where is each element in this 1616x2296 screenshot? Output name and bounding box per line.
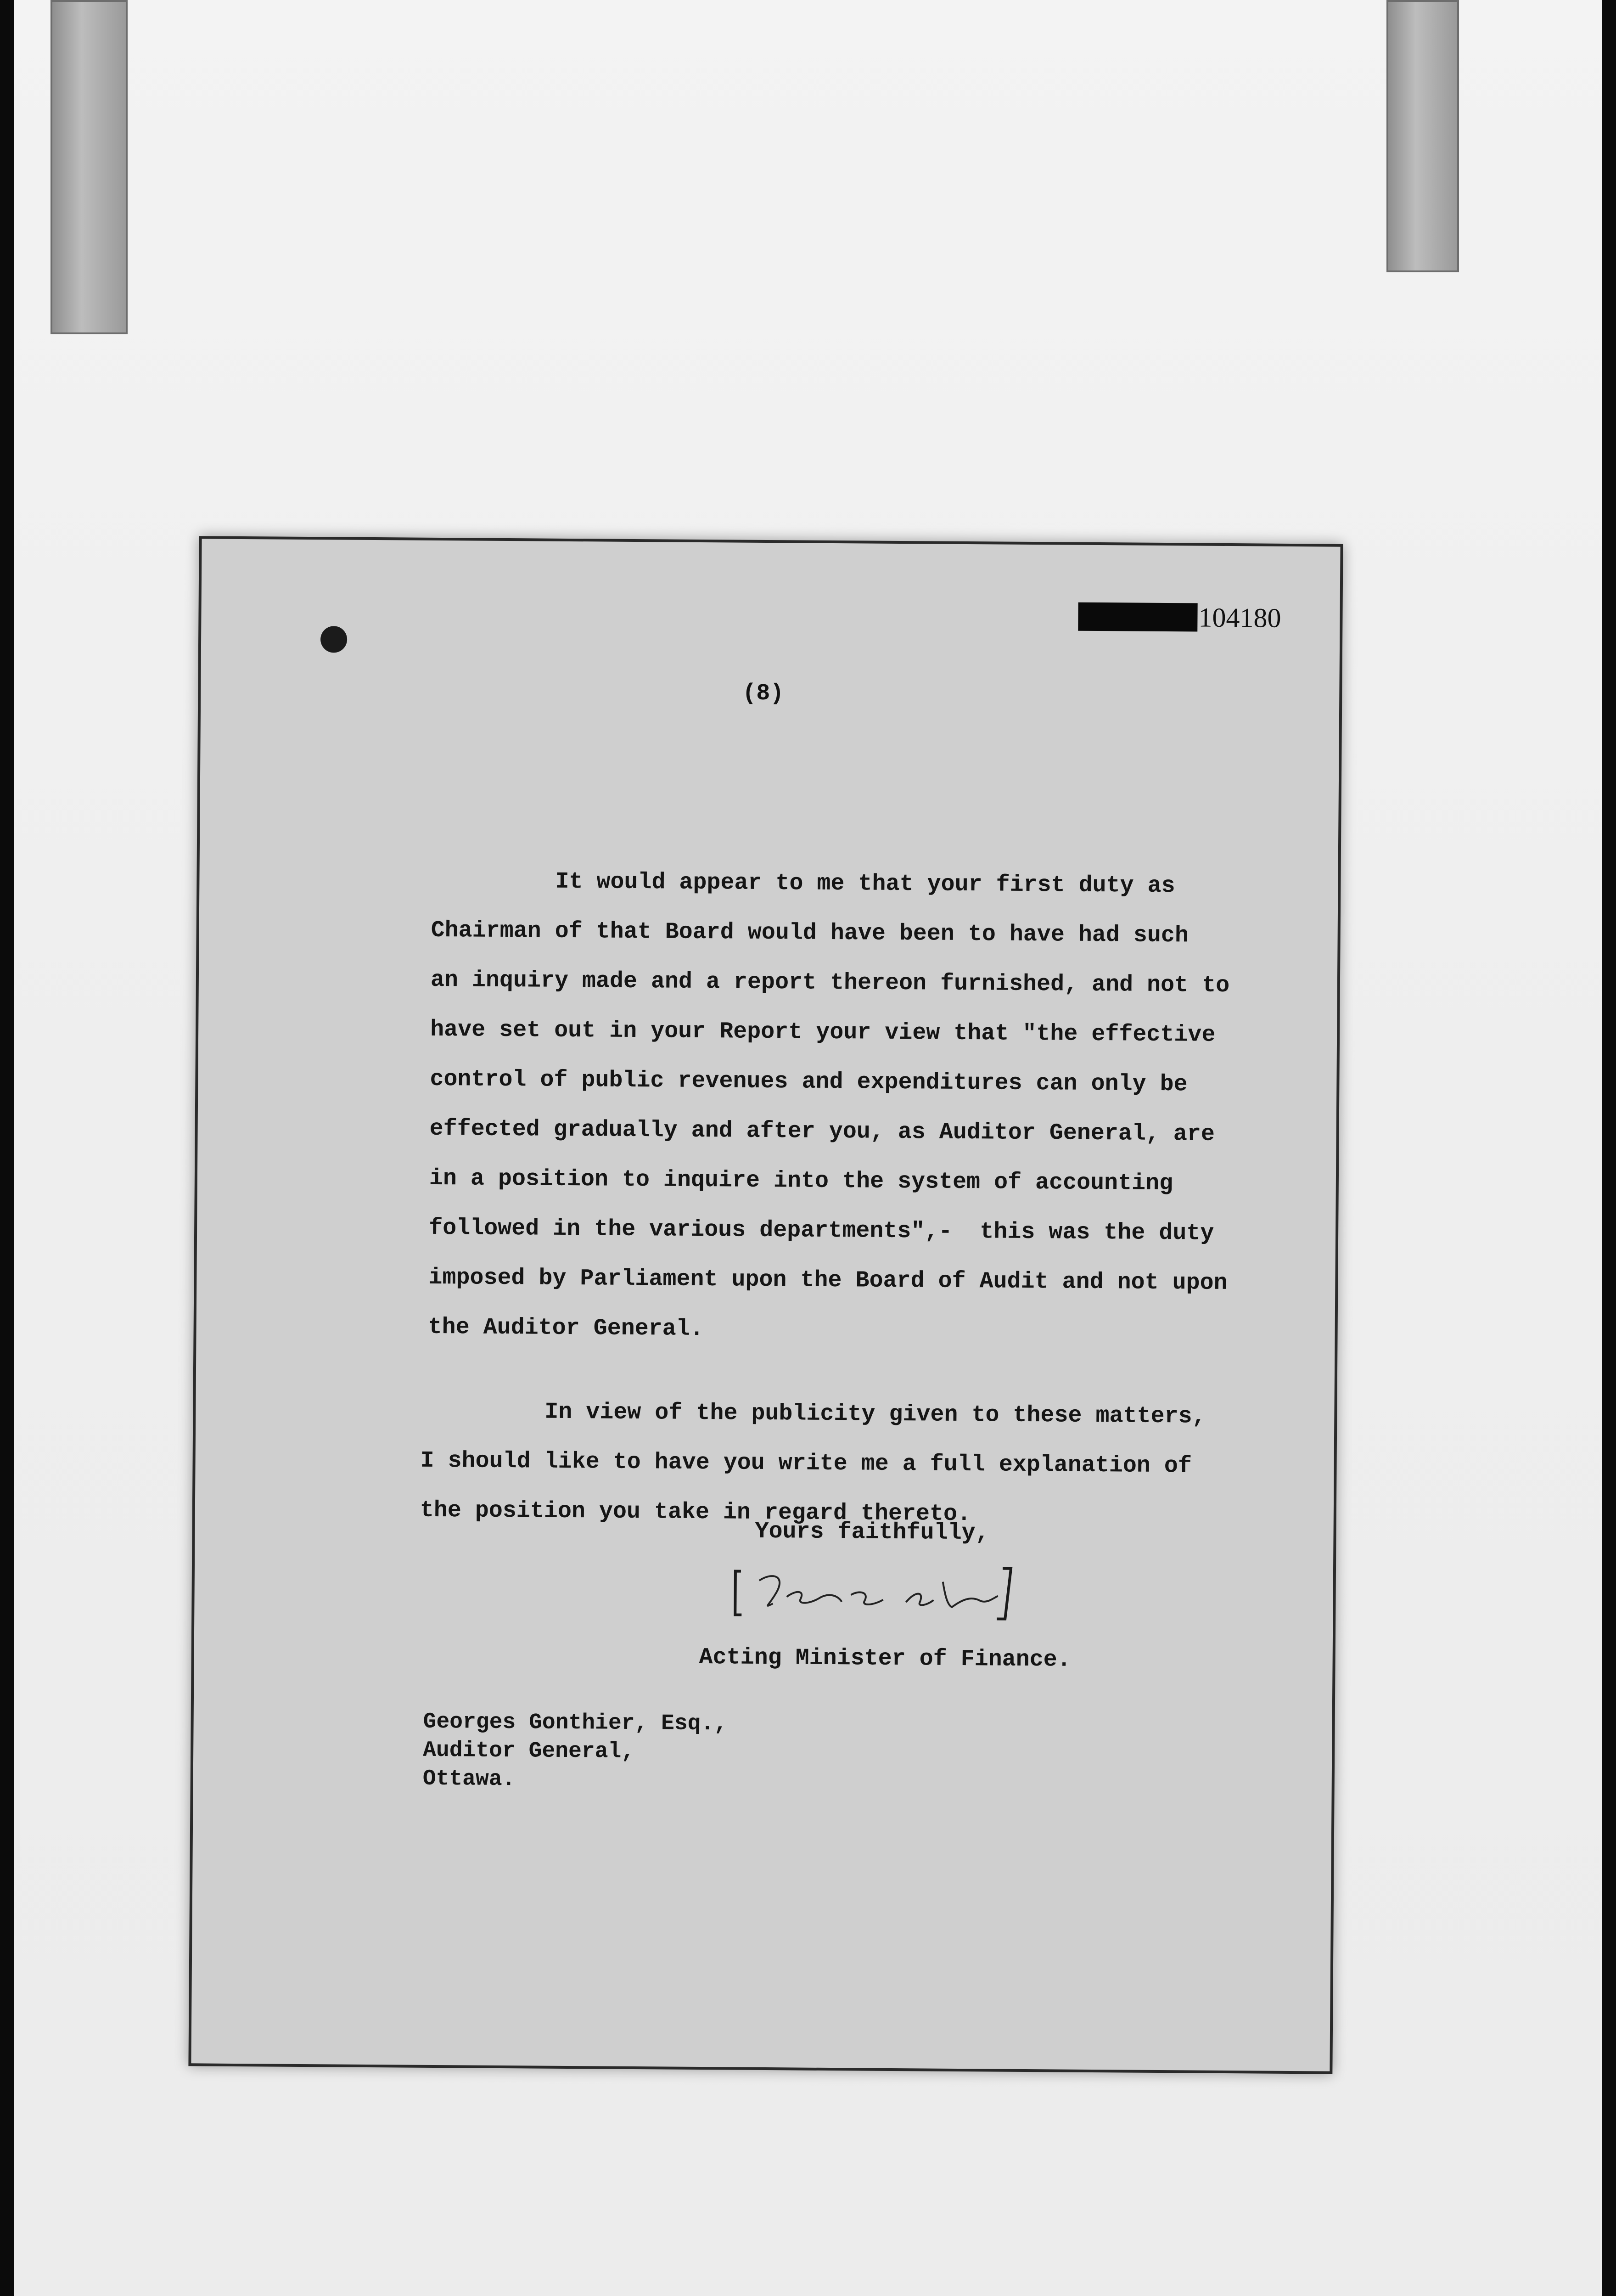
text-line: have set out in your Report your view that "the effective	[430, 1016, 1216, 1048]
addressee-block	[422, 1679, 728, 1852]
text-line: an inquiry made and a report thereon furnished, and not to	[430, 967, 1230, 999]
typed-letter-page	[188, 536, 1343, 2074]
text-line: control of public revenues and expenditures can only be	[430, 1066, 1188, 1098]
punch-hole	[320, 626, 347, 653]
text-line: Chairman of that Board would have been to have had such	[431, 917, 1189, 949]
text-line: imposed by Parliament upon the Board of Audit and not upon	[428, 1264, 1228, 1297]
redaction-bar	[1078, 602, 1197, 632]
tape-strip	[50, 0, 128, 334]
address-line: Auditor General,	[423, 1738, 635, 1765]
text-line: I should like to have you write me a full explanation of	[420, 1447, 1192, 1480]
text-line: the Auditor General.	[428, 1314, 704, 1343]
text-line: the position you take in regard thereto.	[420, 1497, 971, 1528]
text-line: In view of the publicity given to these matters,	[544, 1399, 1206, 1430]
text-line: in a position to inquire into the system of accounting	[429, 1165, 1173, 1197]
document-number: 104180	[1078, 598, 1281, 636]
tape-strip	[1386, 0, 1459, 272]
page-number: (8)	[742, 680, 784, 707]
archive-mount-sheet	[14, 0, 1602, 2296]
handwritten-signature	[731, 1562, 1016, 1623]
signatory-title: Acting Minister of Finance.	[699, 1644, 1071, 1673]
closing: Yours faithfully,	[755, 1518, 989, 1547]
address-line: Georges Gonthier, Esq.,	[423, 1709, 728, 1737]
text-line: followed in the various departments",- this was the duty	[428, 1215, 1214, 1247]
address-line: Ottawa.	[422, 1766, 516, 1792]
text-line: It would appear to me that your first duty as	[555, 868, 1175, 900]
text-line: effected gradually and after you, as Auditor General, are	[429, 1115, 1215, 1148]
